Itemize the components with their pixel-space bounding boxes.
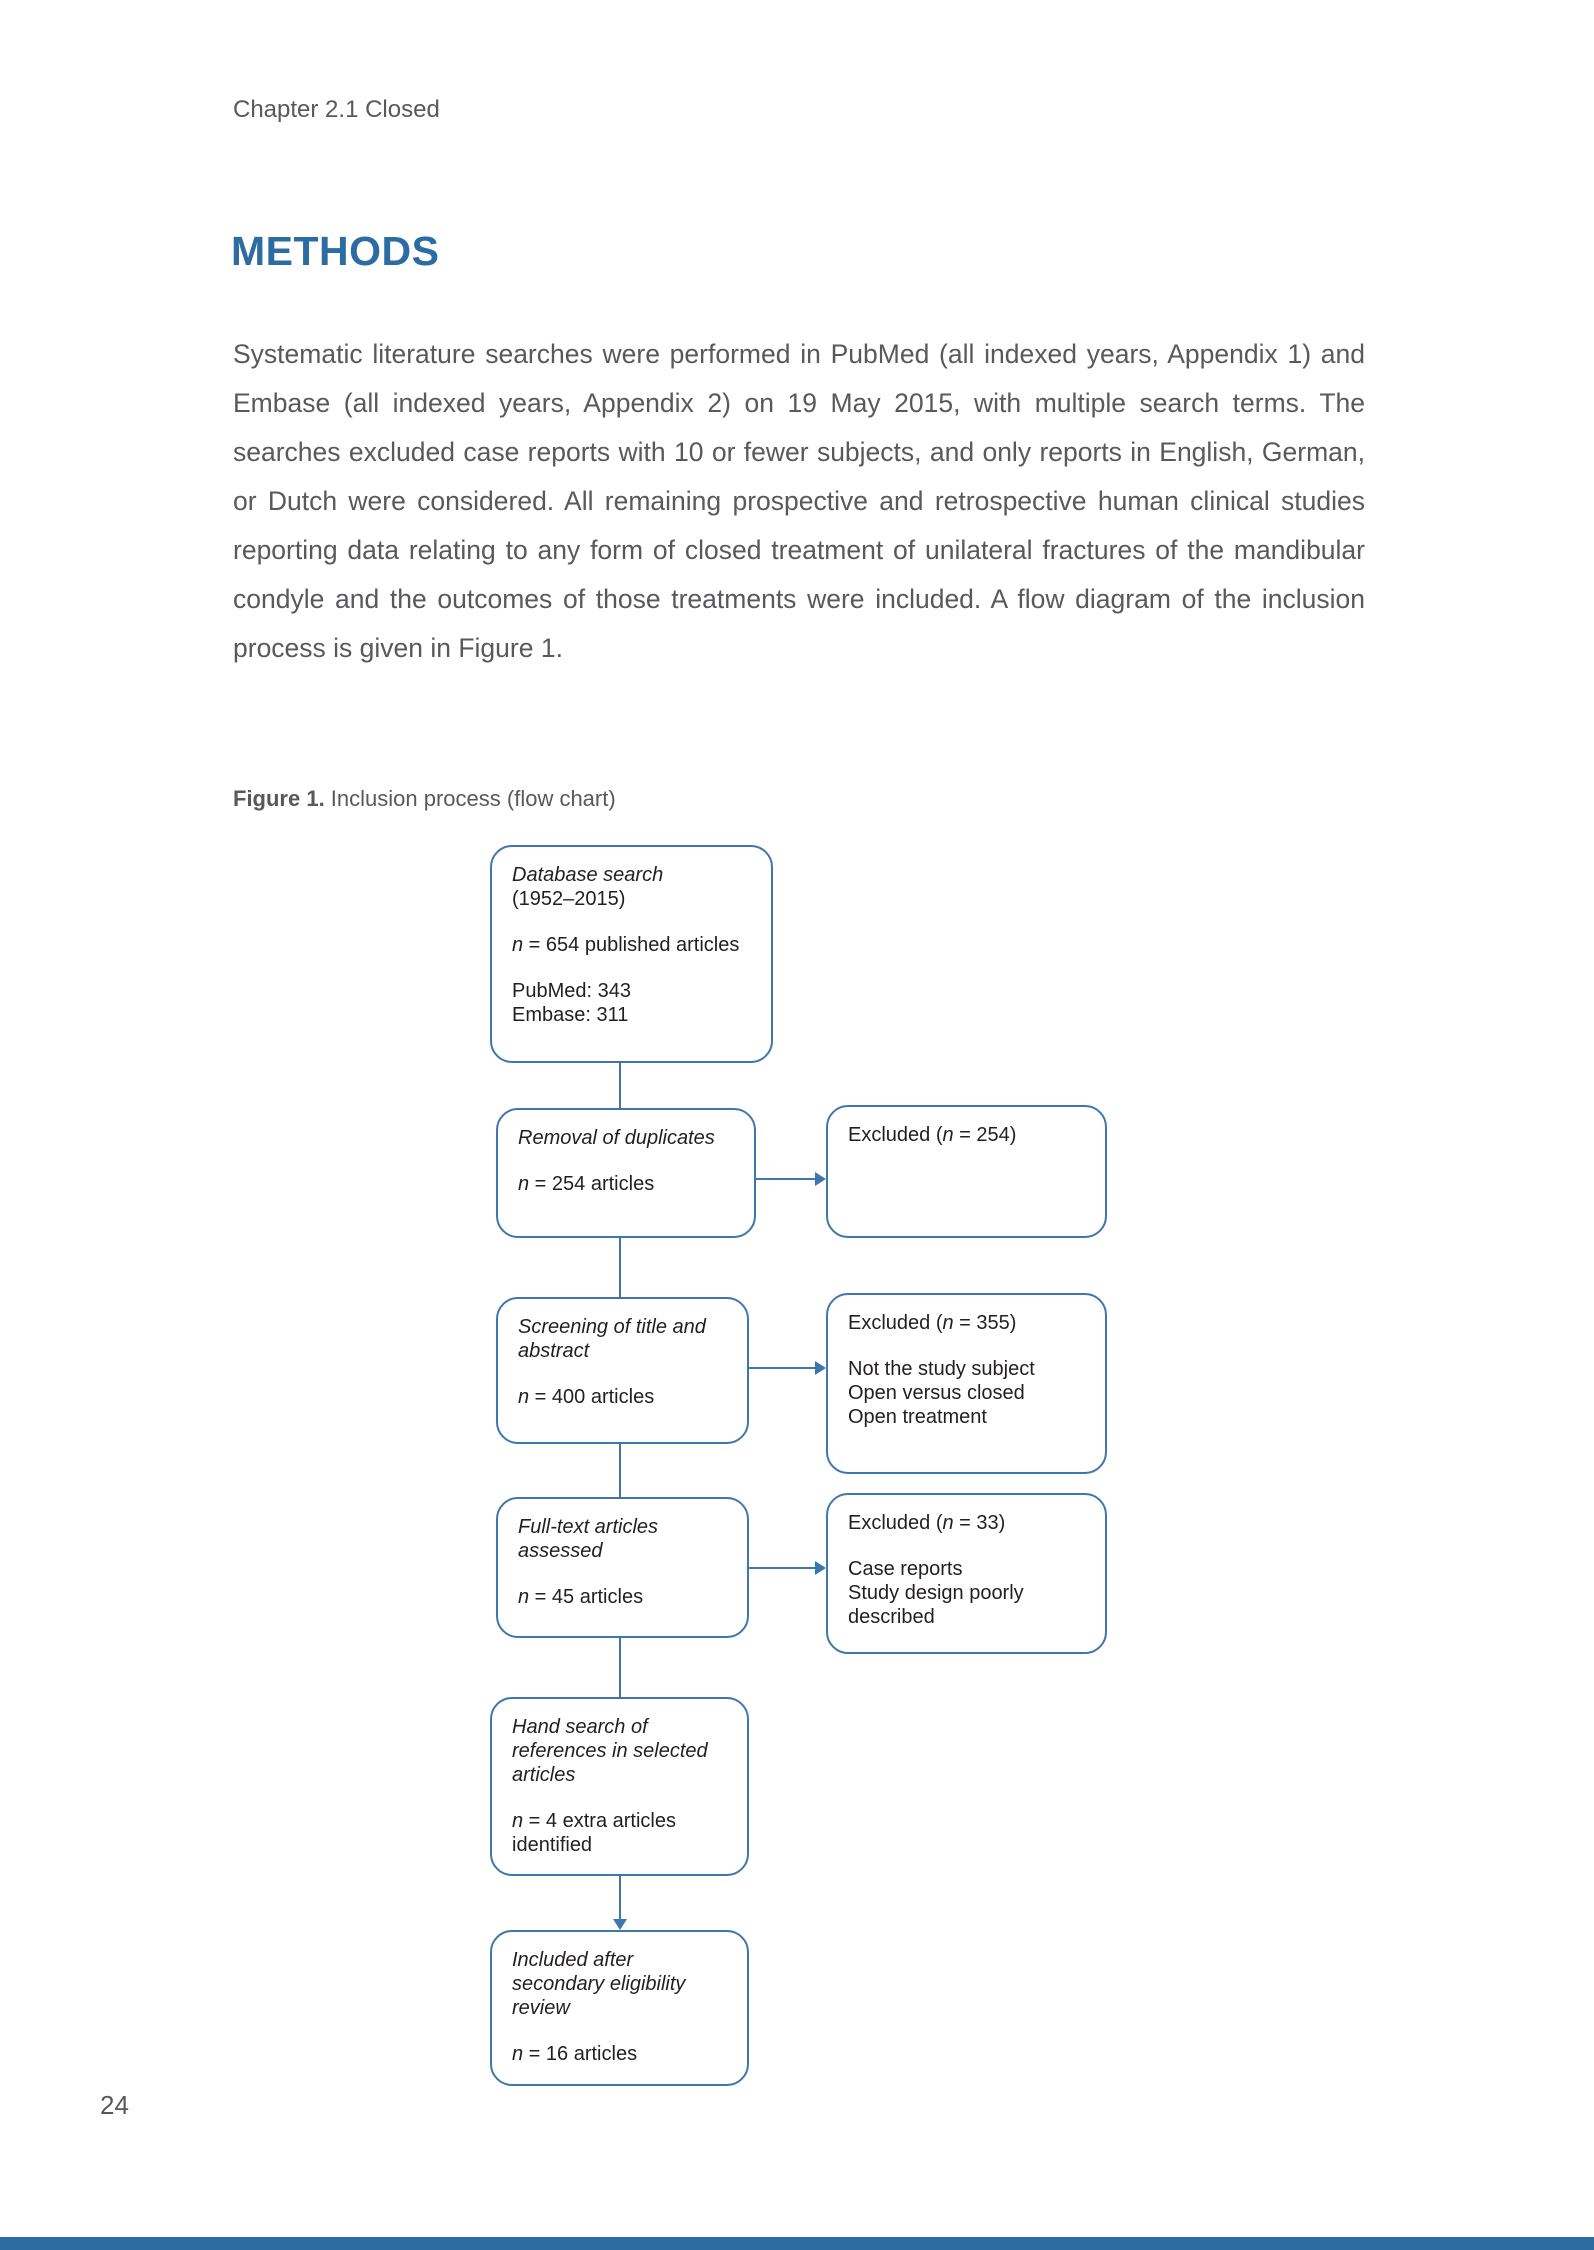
box-title: Removal of duplicates	[518, 1127, 715, 1149]
excluded-detail: Case reports	[848, 1558, 963, 1580]
excluded-prefix: Excluded (	[848, 1512, 943, 1534]
arrow-right-icon	[815, 1172, 826, 1186]
box-title: Full-text articles assessed	[518, 1516, 659, 1562]
n-symbol: n	[512, 2043, 524, 2065]
box-title: Hand search of references in selected articles	[512, 1716, 708, 1786]
flow-box-fulltext	[496, 1497, 749, 1638]
connector-line	[619, 1444, 621, 1497]
arrow-right-icon	[815, 1561, 826, 1575]
flow-box-included	[490, 1930, 749, 2086]
n-symbol: n	[942, 1124, 954, 1146]
excluded-header	[848, 1311, 1085, 1335]
box-subtitle: (1952–2015)	[512, 888, 626, 910]
excluded-prefix: Excluded (	[848, 1312, 943, 1334]
connector-line	[749, 1567, 816, 1569]
connector-line	[619, 1638, 621, 1697]
box-count	[518, 1585, 727, 1609]
box-count	[512, 2042, 727, 2066]
flow-box-hand-search	[490, 1697, 749, 1876]
n-text: = 654 published articles	[523, 934, 740, 956]
box-detail: Embase: 311	[512, 1004, 629, 1026]
flow-box-removal-duplicates	[496, 1108, 756, 1238]
page-number: 24	[100, 2090, 129, 2120]
n-text: = 400 articles	[529, 1386, 655, 1408]
box-title: Database search	[512, 864, 664, 886]
flow-box-database-search	[490, 845, 773, 1063]
figure-caption-text: Inclusion process (flow chart)	[324, 786, 616, 811]
n-symbol: n	[512, 934, 524, 956]
box-count	[512, 1809, 727, 1857]
connector-line	[619, 1238, 621, 1297]
box-title: Screening of title and abstract	[518, 1316, 706, 1362]
n-symbol: n	[518, 1386, 530, 1408]
excluded-suffix: = 355)	[953, 1312, 1017, 1334]
n-text: = 254 articles	[529, 1173, 655, 1195]
box-count	[512, 933, 751, 957]
body-paragraph: Systematic literature searches were performed in PubMed (all indexed years, Appendix 1) and Embase (all indexed years, Appendix 2) on 19 May 2015, with multiple search terms. The searches excluded case reports with 10 or fewer subjects, and only reports in English, German, or Dutch were considered. All remaining prospective and retrospective human clinical studies reporting data relating to any form of closed treatment of unilateral fractures of the mandibular condyle and the outcomes of those treatments were included. A flow diagram of the inclusion process is given in Figure 1.	[233, 339, 1365, 663]
excluded-detail: Study design poorly described	[848, 1582, 1024, 1628]
box-count	[518, 1172, 734, 1196]
flow-box-excluded-355	[826, 1293, 1107, 1474]
box-count	[518, 1385, 727, 1409]
n-symbol: n	[512, 1810, 524, 1832]
excluded-suffix: = 33)	[953, 1512, 1006, 1534]
figure-caption-label: Figure 1.	[233, 786, 325, 811]
flow-box-excluded-33	[826, 1493, 1107, 1654]
n-symbol: n	[942, 1512, 954, 1534]
excluded-detail: Open treatment	[848, 1406, 987, 1428]
excluded-prefix: Excluded (	[848, 1124, 943, 1146]
flow-box-excluded-254	[826, 1105, 1107, 1238]
connector-line	[756, 1178, 816, 1180]
connector-line	[619, 1063, 621, 1108]
arrow-down-icon	[613, 1919, 627, 1930]
n-text: = 45 articles	[529, 1586, 644, 1608]
n-symbol: n	[518, 1586, 530, 1608]
excluded-header	[848, 1123, 1085, 1147]
excluded-header	[848, 1511, 1085, 1535]
connector-line	[619, 1876, 621, 1920]
excluded-detail: Open versus closed	[848, 1382, 1025, 1404]
n-symbol: n	[942, 1312, 954, 1334]
n-symbol: n	[518, 1173, 530, 1195]
footer-accent-bar	[0, 2237, 1594, 2250]
n-text: = 16 articles	[523, 2043, 638, 2065]
excluded-suffix: = 254)	[953, 1124, 1017, 1146]
arrow-right-icon	[815, 1361, 826, 1375]
connector-line	[749, 1367, 816, 1369]
n-text: = 4 extra articles identified	[512, 1810, 676, 1856]
flow-box-screening	[496, 1297, 749, 1444]
running-header: Chapter 2.1 Closed	[233, 96, 440, 123]
box-title: Included after secondary eligibility review	[512, 1949, 686, 2019]
excluded-detail: Not the study subject	[848, 1358, 1035, 1380]
box-detail: PubMed: 343	[512, 980, 631, 1002]
section-title: METHODS	[231, 228, 440, 274]
